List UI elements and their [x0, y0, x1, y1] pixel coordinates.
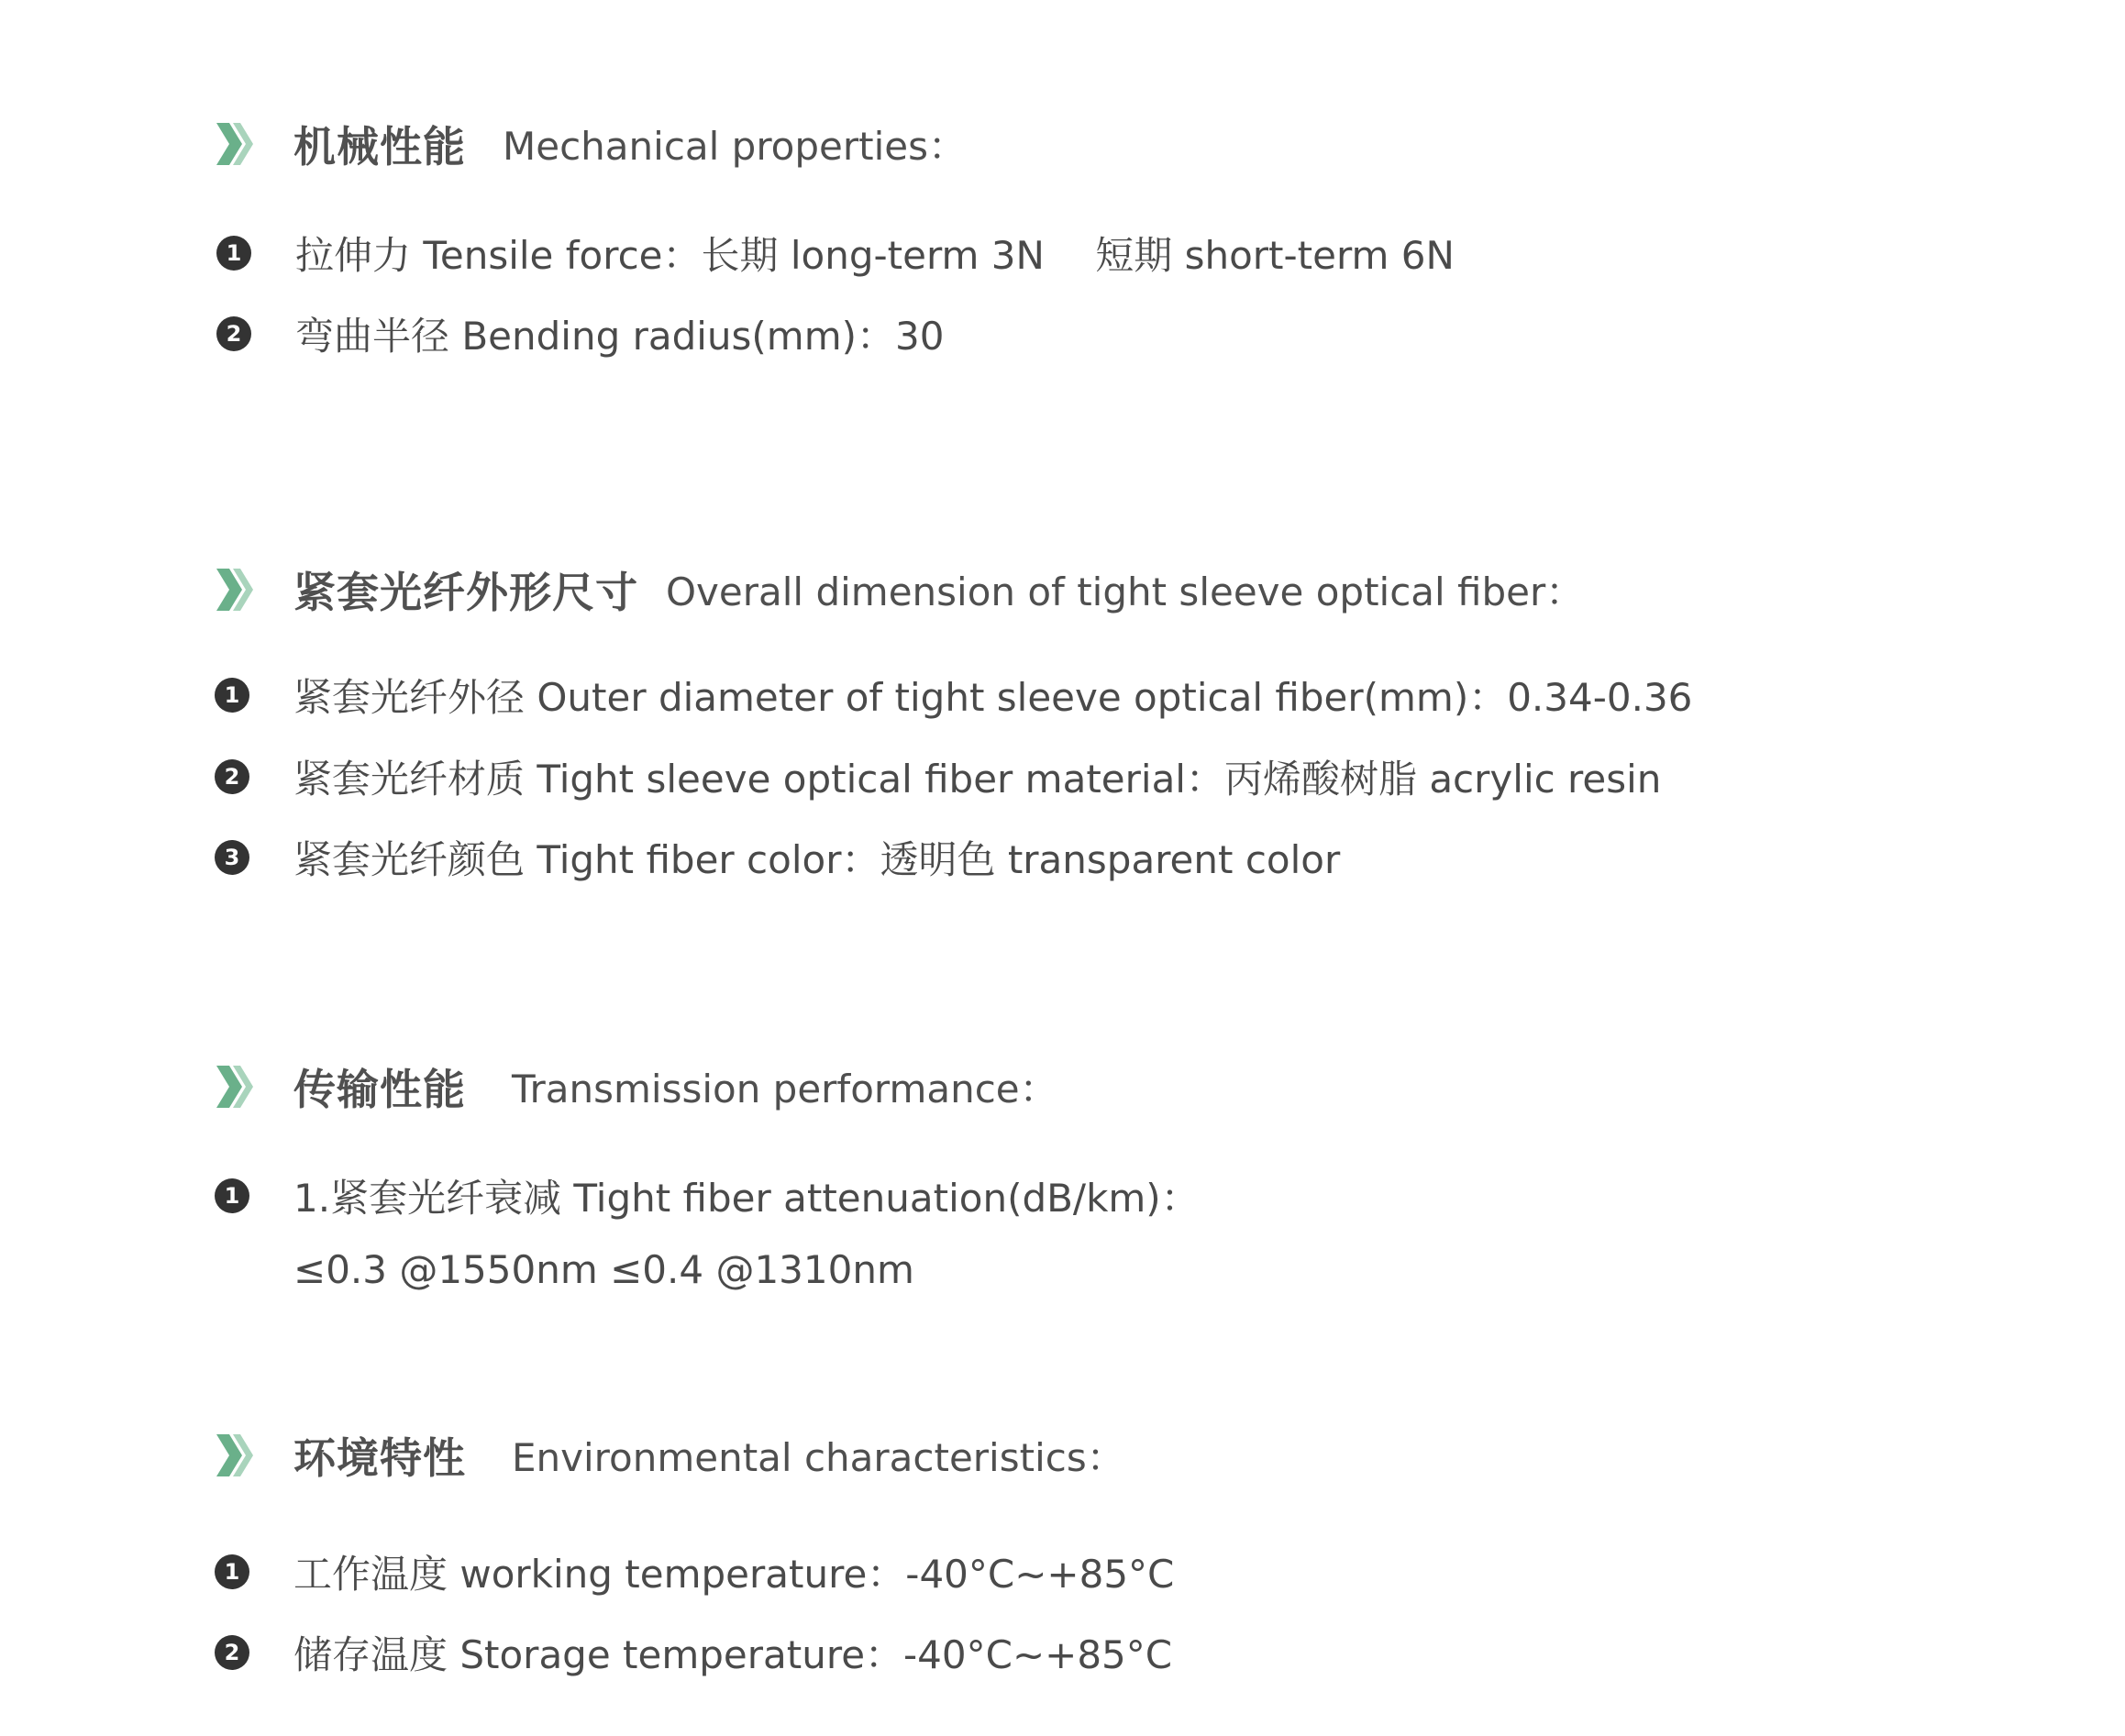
double-chevron-icon — [216, 1434, 257, 1476]
list-item — [215, 1625, 1172, 1680]
number-badge-icon: 2 — [216, 316, 251, 351]
list-item-text: 紧套光纤材质 Tight sleeve optical fiber material：丙烯酸树脂 acrylic resin — [293, 757, 1662, 802]
section-title-zh: 环境特性 — [293, 1433, 466, 1483]
number-badge-icon: 2 — [215, 1635, 249, 1670]
number-badge-icon: 2 — [215, 759, 249, 794]
list-item-text: 紧套光纤颜色 Tight fiber color：透明色 transparent color — [293, 837, 1341, 882]
list-item — [215, 830, 1340, 885]
list-item-text: 弯曲半径 Bending radius(mm)：30 — [295, 314, 945, 359]
list-item — [216, 226, 1455, 281]
section-title-en: Mechanical properties： — [503, 124, 967, 169]
list-item — [216, 306, 944, 361]
list-item-text: 紧套光纤外径 Outer diameter of tight sleeve optical fiber(mm)：0.34-0.36 — [293, 675, 1693, 720]
list-item-text: 1.紧套光纤衰减 Tight fiber attenuation(dB/km)： — [293, 1176, 1200, 1221]
section-heading-dimension — [216, 559, 1584, 620]
list-item — [215, 1168, 1200, 1223]
double-chevron-icon — [216, 123, 257, 165]
section-title-en: Overall dimension of tight sleeve optical fiber： — [666, 569, 1585, 614]
list-item-text: 储存温度 Storage temperature：-40°C~+85°C — [293, 1632, 1173, 1677]
number-badge-icon: 1 — [215, 678, 249, 713]
number-badge-icon: 1 — [215, 1554, 249, 1589]
section-title-en: Environmental characteristics： — [512, 1435, 1125, 1480]
list-item-continuation: ≤0.3 @1550nm ≤0.4 @1310nm — [293, 1247, 914, 1292]
double-chevron-icon — [216, 1066, 257, 1108]
section-title-zh: 传输性能 — [293, 1065, 466, 1114]
section-title-zh: 紧套光纤外形尺寸 — [293, 568, 638, 617]
list-item-text: 拉伸力 Tensile force：长期 long-term 3N 短期 short-term 6N — [295, 233, 1455, 278]
section-heading-mechanical — [216, 114, 967, 174]
list-item — [215, 749, 1661, 804]
double-chevron-icon — [216, 569, 257, 611]
list-item — [215, 668, 1692, 723]
number-badge-icon: 1 — [215, 1178, 249, 1213]
number-badge-icon: 1 — [216, 236, 251, 271]
section-title-zh: 机械性能 — [293, 122, 466, 171]
section-title-en: Transmission performance： — [512, 1067, 1058, 1111]
list-item-text: 工作温度 working temperature：-40°C~+85°C — [293, 1552, 1175, 1597]
number-badge-icon: 3 — [215, 840, 249, 875]
section-heading-environmental — [216, 1425, 1125, 1486]
section-heading-transmission — [216, 1056, 1058, 1117]
list-item — [215, 1544, 1174, 1599]
